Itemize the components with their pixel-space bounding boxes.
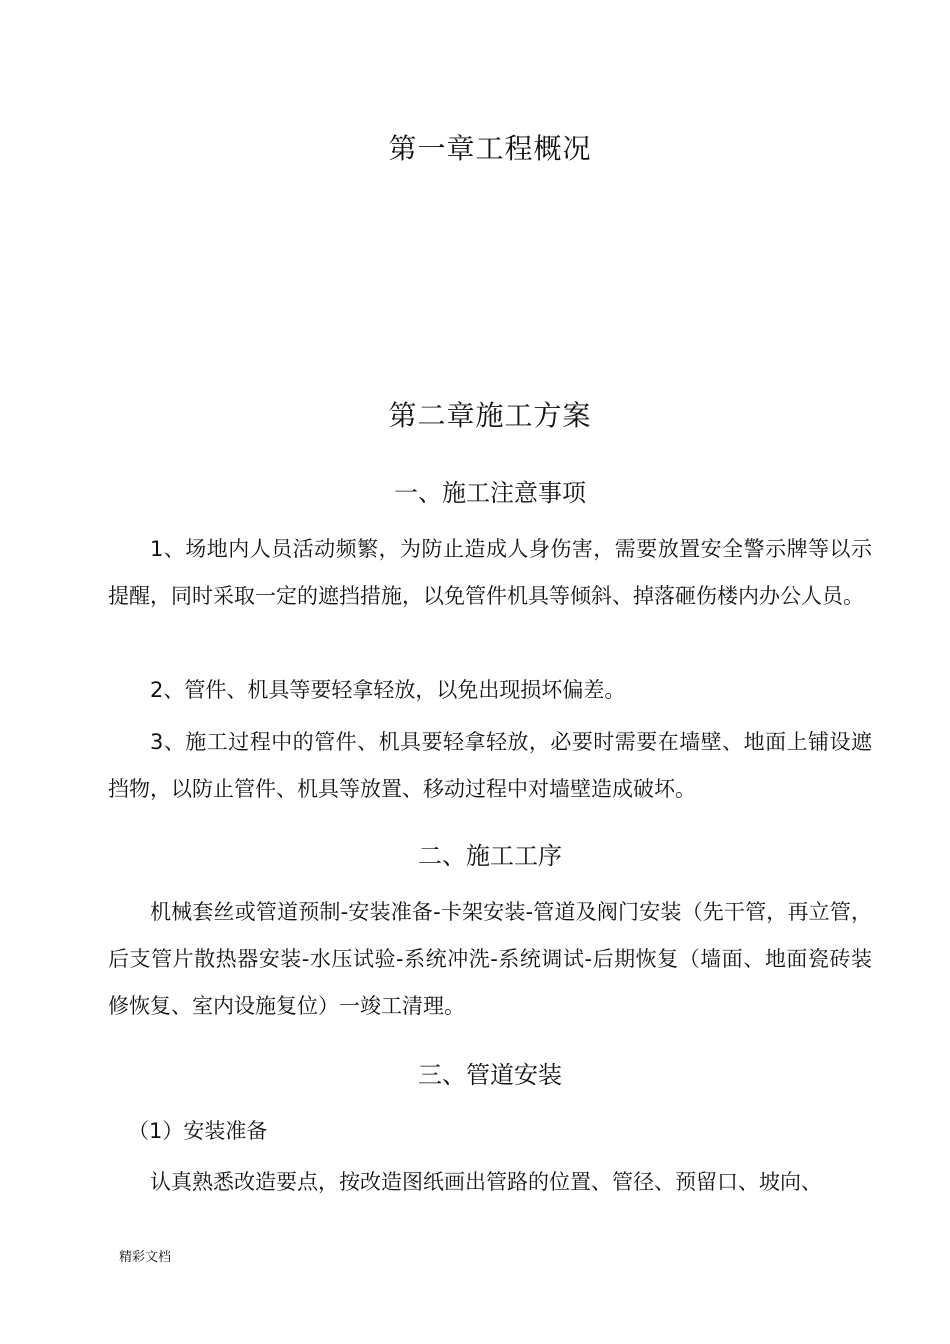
section-3-subheading-1: （1）安装准备 bbox=[128, 1119, 268, 1143]
page-footer: 精彩文档 bbox=[119, 1250, 172, 1265]
chapter-2-title: 第二章施工方案 bbox=[388, 399, 592, 432]
section-2-heading: 二、施工工序 bbox=[418, 842, 562, 870]
chapter-1-title: 第一章工程概况 bbox=[388, 132, 592, 165]
section-3-paragraph-1: 认真熟悉改造要点，按改造图纸画出管路的位置、管径、预留口、坡向、 bbox=[150, 1170, 822, 1194]
section-1-paragraph-2: 2、管件、机具等要轻拿轻放，以免出现损坏偏差。 bbox=[150, 678, 626, 702]
section-1-paragraph-1: 1、场地内人员活动频繁，为防止造成人身伤害，需要放置安全警示牌等以示提醒，同时采取一定的遮挡措施，以免管件机具等倾斜、掉落砸伤楼内办公人员。 bbox=[108, 537, 872, 608]
section-2-paragraph-1: 机械套丝或管道预制-安装准备-卡架安装-管道及阀门安装（先干管，再立管，后支管片散热器安装-水压试验-系统冲洗-系统调试-后期恢复（墙面、地面瓷砖装修恢复、室内设施复位）一竣工清理。 bbox=[108, 900, 872, 1018]
section-3-heading: 三、管道安装 bbox=[418, 1061, 562, 1089]
section-1-paragraph-3: 3、施工过程中的管件、机具要轻拿轻放，必要时需要在墙壁、地面上铺设遮挡物，以防止管件、机具等放置、移动过程中对墙壁造成破坏。 bbox=[108, 730, 872, 801]
section-1-heading: 一、施工注意事项 bbox=[394, 479, 586, 507]
